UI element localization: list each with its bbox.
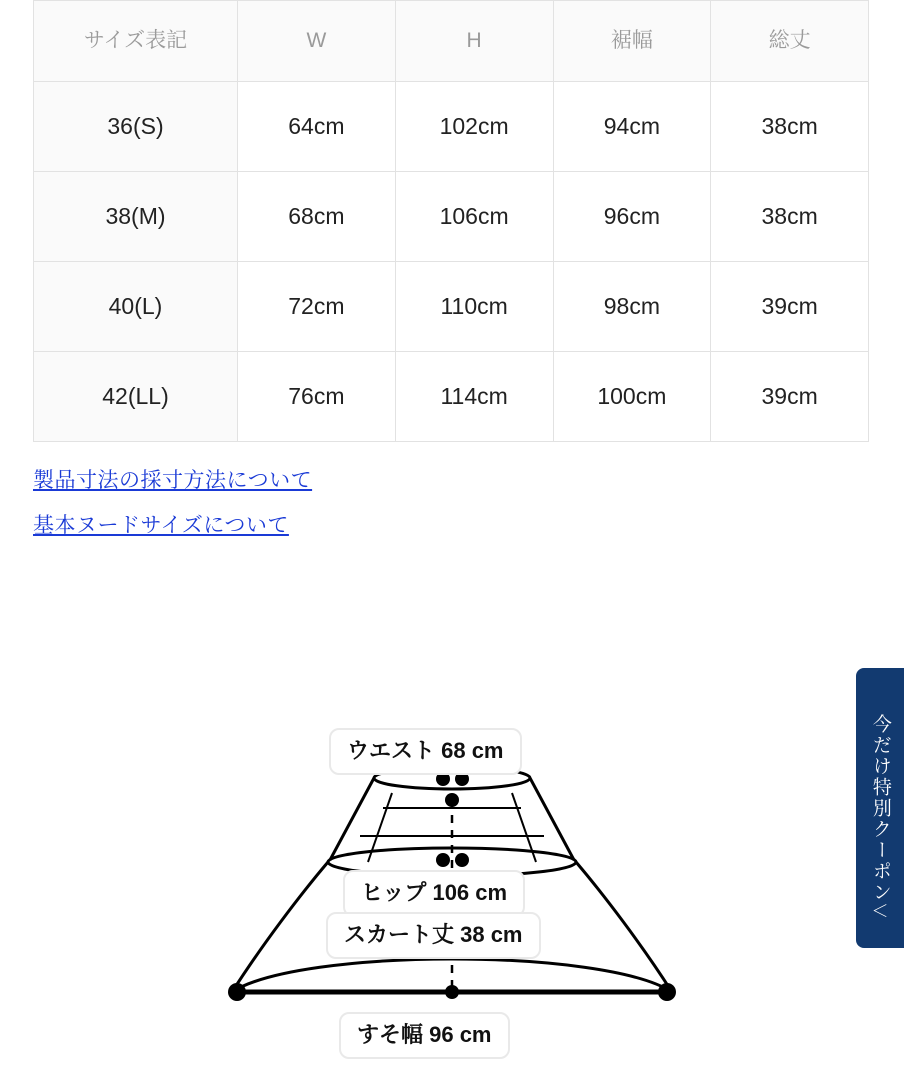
table-cell-size: 36(S) bbox=[34, 82, 238, 172]
table-header-cell: 総丈 bbox=[711, 1, 869, 82]
size-table-head bbox=[34, 1, 869, 82]
skirt-measurement-diagram bbox=[0, 690, 904, 1080]
table-cell: 64cm bbox=[238, 82, 396, 172]
coupon-tab[interactable] bbox=[856, 668, 904, 948]
hip-measure-label: ヒップ 106 cm bbox=[343, 870, 525, 917]
table-cell: 39cm bbox=[711, 352, 869, 442]
table-row bbox=[34, 82, 869, 172]
size-table-container bbox=[33, 0, 869, 442]
table-cell: 72cm bbox=[238, 262, 396, 352]
center-top-point bbox=[445, 793, 459, 807]
hem-point-right bbox=[658, 983, 676, 1001]
hip-point-right bbox=[455, 853, 469, 867]
table-cell: 68cm bbox=[238, 172, 396, 262]
info-links bbox=[33, 470, 633, 560]
table-header-cell: サイズ表記 bbox=[34, 1, 238, 82]
hem-width-label: すそ幅 96 cm bbox=[339, 1012, 510, 1059]
table-cell: 39cm bbox=[711, 262, 869, 352]
skirt-right-side bbox=[530, 778, 574, 860]
table-cell: 94cm bbox=[553, 82, 711, 172]
flare-left bbox=[232, 862, 328, 992]
waist-measure-label: ウエスト 68 cm bbox=[329, 728, 522, 775]
table-cell: 102cm bbox=[395, 82, 553, 172]
hem-point-left bbox=[228, 983, 246, 1001]
center-bottom-point bbox=[445, 985, 459, 999]
size-table bbox=[33, 0, 869, 442]
coupon-tab-label: 今だけ特別クーポン bbox=[869, 713, 891, 903]
table-header-cell: W bbox=[238, 1, 396, 82]
skirt-length-label: スカート丈 38 cm bbox=[326, 912, 541, 959]
table-cell: 96cm bbox=[553, 172, 711, 262]
table-cell: 38cm bbox=[711, 172, 869, 262]
table-header-row bbox=[34, 1, 869, 82]
table-header-cell: 裾幅 bbox=[553, 1, 711, 82]
table-cell-size: 38(M) bbox=[34, 172, 238, 262]
table-cell: 38cm bbox=[711, 82, 869, 172]
table-row bbox=[34, 262, 869, 352]
table-cell: 76cm bbox=[238, 352, 396, 442]
table-row bbox=[34, 352, 869, 442]
table-cell: 106cm bbox=[395, 172, 553, 262]
flare-right bbox=[576, 862, 672, 992]
skirt-left-side bbox=[330, 778, 374, 860]
link-measurement-method[interactable]: 製品寸法の採寸方法について bbox=[33, 469, 313, 492]
table-cell: 98cm bbox=[553, 262, 711, 352]
link-nude-size[interactable]: 基本ヌードサイズについて bbox=[33, 514, 289, 537]
table-row bbox=[34, 172, 869, 262]
table-header-cell: H bbox=[395, 1, 553, 82]
table-cell: 110cm bbox=[395, 262, 553, 352]
table-cell-size: 40(L) bbox=[34, 262, 238, 352]
size-table-body bbox=[34, 82, 869, 442]
table-cell-size: 42(LL) bbox=[34, 352, 238, 442]
table-cell: 114cm bbox=[395, 352, 553, 442]
hip-point-left bbox=[436, 853, 450, 867]
table-cell: 100cm bbox=[553, 352, 711, 442]
chevron-left-icon: ＜ bbox=[871, 902, 889, 921]
